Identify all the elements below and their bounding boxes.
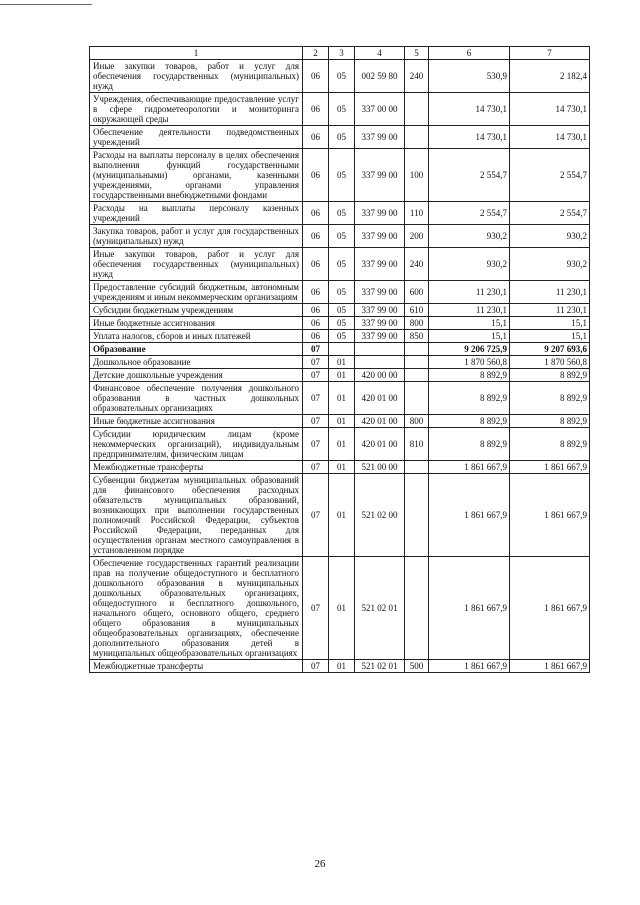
subsection-code-cell: 05 [329, 225, 355, 248]
target-item-cell: 337 99 00 [355, 225, 405, 248]
row-name-cell: Субсидии бюджетным учреждениям [90, 304, 303, 317]
subsection-code-cell: 05 [329, 202, 355, 225]
subsection-code-cell: 05 [329, 281, 355, 304]
target-item-cell: 337 99 00 [355, 248, 405, 281]
top-rule [0, 4, 92, 5]
amount-year2-cell: 1 861 667,9 [510, 461, 590, 474]
section-code-cell: 07 [303, 461, 329, 474]
expense-type-cell [405, 343, 429, 356]
row-name-cell: Обеспечение деятельности подведомственных учреждений [90, 126, 303, 149]
subsection-code-cell: 01 [329, 660, 355, 673]
subsection-code-cell: 01 [329, 557, 355, 660]
header-cell: 1 [90, 47, 303, 60]
row-name-cell: Иные бюджетные ассигнования [90, 317, 303, 330]
amount-year1-cell: 8 892,9 [429, 428, 510, 461]
row-name-cell: Иные закупки товаров, работ и услуг для обеспечения государственных (муниципальных) нужд [90, 60, 303, 93]
row-name-cell: Учреждения, обеспечивающие предоставление услуг в сфере гидрометеорологии и мониторинга окружающей среды [90, 93, 303, 126]
row-name-cell: Предоставление субсидий бюджетным, автономным учреждениям и иным некоммерческим организациям [90, 281, 303, 304]
row-name-cell: Межбюджетные трансферты [90, 461, 303, 474]
expense-type-cell [405, 369, 429, 382]
target-item-cell: 337 99 00 [355, 317, 405, 330]
expense-type-cell: 850 [405, 330, 429, 343]
amount-year2-cell: 930,2 [510, 225, 590, 248]
amount-year1-cell: 930,2 [429, 248, 510, 281]
subsection-code-cell: 05 [329, 60, 355, 93]
amount-year1-cell: 1 861 667,9 [429, 474, 510, 557]
amount-year1-cell: 14 730,1 [429, 93, 510, 126]
table-header-row [90, 47, 590, 60]
amount-year2-cell: 14 730,1 [510, 126, 590, 149]
amount-year2-cell: 15,1 [510, 330, 590, 343]
table-row [90, 660, 590, 673]
expense-type-cell: 800 [405, 415, 429, 428]
section-code-cell: 06 [303, 202, 329, 225]
table-row [90, 317, 590, 330]
amount-year1-cell: 14 730,1 [429, 126, 510, 149]
target-item-cell: 002 59 80 [355, 60, 405, 93]
table-row [90, 225, 590, 248]
section-code-cell: 07 [303, 382, 329, 415]
amount-year1-cell: 15,1 [429, 317, 510, 330]
amount-year2-cell: 8 892,9 [510, 415, 590, 428]
target-item-cell: 420 01 00 [355, 382, 405, 415]
row-name-cell: Субсидии юридическим лицам (кроме некоммерческих организаций), индивидуальным предпринимателям, физическим лицам [90, 428, 303, 461]
row-name-cell: Субвенции бюджетам муниципальных образований для финансового обеспечения расходных обязательств муниципальных образований, возникающих при выполнении государственных полномочий Российской Федерации, субъектов Российской Федерации, переданных для осуществления органам местного самоуправления в установленном порядке [90, 474, 303, 557]
amount-year2-cell: 1 861 667,9 [510, 557, 590, 660]
section-code-cell: 06 [303, 317, 329, 330]
amount-year2-cell: 1 870 560,8 [510, 356, 590, 369]
target-item-cell: 337 99 00 [355, 281, 405, 304]
amount-year1-cell: 1 861 667,9 [429, 660, 510, 673]
expense-type-cell: 240 [405, 60, 429, 93]
subsection-code-cell: 01 [329, 428, 355, 461]
amount-year1-cell: 11 230,1 [429, 304, 510, 317]
amount-year1-cell: 9 206 725,9 [429, 343, 510, 356]
header-cell: 6 [429, 47, 510, 60]
expense-type-cell: 110 [405, 202, 429, 225]
page-number: 26 [314, 858, 326, 870]
section-code-cell: 06 [303, 149, 329, 202]
amount-year1-cell: 1 870 560,8 [429, 356, 510, 369]
subsection-code-cell: 05 [329, 317, 355, 330]
amount-year2-cell: 8 892,9 [510, 369, 590, 382]
section-code-cell: 06 [303, 248, 329, 281]
target-item-cell: 337 99 00 [355, 126, 405, 149]
row-name-cell: Обеспечение государственных гарантий реализации прав на получение общедоступного и бесплатного дошкольного образования в муниципальных дошкольных образовательных организациях, общедоступного и бесплатного дошкольного, начального общего, основного общего, среднего общего образования в муниципальных общеобразовательных организациях, обеспечение дополнительного образования детей в муниципальных общеобразовательных организациях [90, 557, 303, 660]
subsection-code-cell: 01 [329, 382, 355, 415]
section-code-cell: 07 [303, 428, 329, 461]
amount-year2-cell: 15,1 [510, 317, 590, 330]
expense-type-cell: 200 [405, 225, 429, 248]
table-row [90, 60, 590, 93]
table-row [90, 126, 590, 149]
subsection-code-cell: 01 [329, 461, 355, 474]
amount-year1-cell: 1 861 667,9 [429, 557, 510, 660]
section-code-cell: 07 [303, 557, 329, 660]
table-row [90, 415, 590, 428]
subsection-code-cell: 01 [329, 474, 355, 557]
row-name-cell: Расходы на выплаты персоналу казенных учреждений [90, 202, 303, 225]
amount-year1-cell: 2 554,7 [429, 202, 510, 225]
row-name-cell: Образование [90, 343, 303, 356]
amount-year2-cell: 1 861 667,9 [510, 474, 590, 557]
expense-type-cell: 100 [405, 149, 429, 202]
target-item-cell: 337 99 00 [355, 304, 405, 317]
amount-year2-cell: 930,2 [510, 248, 590, 281]
amount-year1-cell: 930,2 [429, 225, 510, 248]
header-cell: 7 [510, 47, 590, 60]
table-row [90, 474, 590, 557]
expense-type-cell [405, 93, 429, 126]
header-cell: 4 [355, 47, 405, 60]
expense-type-cell: 240 [405, 248, 429, 281]
row-name-cell: Детские дошкольные учреждения [90, 369, 303, 382]
row-name-cell: Межбюджетные трансферты [90, 660, 303, 673]
table-row [90, 428, 590, 461]
subsection-code-cell: 01 [329, 415, 355, 428]
section-code-cell: 07 [303, 369, 329, 382]
section-code-cell: 07 [303, 415, 329, 428]
table-row [90, 202, 590, 225]
target-item-cell [355, 356, 405, 369]
target-item-cell: 337 99 00 [355, 202, 405, 225]
subsection-code-cell: 05 [329, 126, 355, 149]
header-cell: 2 [303, 47, 329, 60]
target-item-cell: 420 00 00 [355, 369, 405, 382]
subsection-code-cell: 01 [329, 369, 355, 382]
amount-year1-cell: 530,9 [429, 60, 510, 93]
expense-type-cell: 810 [405, 428, 429, 461]
amount-year1-cell: 11 230,1 [429, 281, 510, 304]
amount-year1-cell: 2 554,7 [429, 149, 510, 202]
target-item-cell: 521 02 01 [355, 557, 405, 660]
target-item-cell [355, 343, 405, 356]
amount-year2-cell: 1 861 667,9 [510, 660, 590, 673]
subsection-code-cell [329, 343, 355, 356]
subsection-code-cell: 05 [329, 93, 355, 126]
amount-year2-cell: 8 892,9 [510, 382, 590, 415]
section-code-cell: 07 [303, 343, 329, 356]
expense-type-cell [405, 474, 429, 557]
row-name-cell: Дошкольное образование [90, 356, 303, 369]
section-code-cell: 07 [303, 660, 329, 673]
table-row [90, 304, 590, 317]
target-item-cell: 337 99 00 [355, 149, 405, 202]
subsection-code-cell: 05 [329, 304, 355, 317]
expense-type-cell [405, 126, 429, 149]
amount-year2-cell: 2 554,7 [510, 202, 590, 225]
row-name-cell: Уплата налогов, сборов и иных платежей [90, 330, 303, 343]
table-row [90, 149, 590, 202]
amount-year2-cell: 2 182,4 [510, 60, 590, 93]
budget-table [89, 46, 590, 673]
table-row [90, 248, 590, 281]
row-name-cell: Иные закупки товаров, работ и услуг для обеспечения государственных (муниципальных) нужд [90, 248, 303, 281]
subsection-code-cell: 01 [329, 356, 355, 369]
amount-year1-cell: 8 892,9 [429, 369, 510, 382]
row-name-cell: Иные бюджетные ассигнования [90, 415, 303, 428]
amount-year2-cell: 11 230,1 [510, 281, 590, 304]
amount-year1-cell: 1 861 667,9 [429, 461, 510, 474]
amount-year2-cell: 14 730,1 [510, 93, 590, 126]
table-row [90, 461, 590, 474]
amount-year1-cell: 8 892,9 [429, 415, 510, 428]
target-item-cell: 337 00 00 [355, 93, 405, 126]
amount-year1-cell: 15,1 [429, 330, 510, 343]
target-item-cell: 521 02 00 [355, 474, 405, 557]
expense-type-cell [405, 382, 429, 415]
section-code-cell: 07 [303, 474, 329, 557]
expense-type-cell [405, 356, 429, 369]
expense-type-cell: 610 [405, 304, 429, 317]
target-item-cell: 420 01 00 [355, 428, 405, 461]
subsection-code-cell: 05 [329, 248, 355, 281]
target-item-cell: 521 02 01 [355, 660, 405, 673]
amount-year2-cell: 9 207 693,6 [510, 343, 590, 356]
section-code-cell: 06 [303, 281, 329, 304]
section-code-cell: 06 [303, 60, 329, 93]
table-row [90, 356, 590, 369]
row-name-cell: Финансовое обеспечение получения дошкольного образования в частных дошкольных образовательных организациях [90, 382, 303, 415]
amount-year2-cell: 2 554,7 [510, 149, 590, 202]
amount-year1-cell: 8 892,9 [429, 382, 510, 415]
section-code-cell: 06 [303, 330, 329, 343]
expense-type-cell: 600 [405, 281, 429, 304]
expense-type-cell [405, 557, 429, 660]
section-code-cell: 06 [303, 93, 329, 126]
table-body [90, 60, 590, 673]
subsection-code-cell: 05 [329, 149, 355, 202]
expense-type-cell: 500 [405, 660, 429, 673]
amount-year2-cell: 8 892,9 [510, 428, 590, 461]
expense-type-cell [405, 461, 429, 474]
subsection-code-cell: 05 [329, 330, 355, 343]
table-row [90, 369, 590, 382]
target-item-cell: 521 00 00 [355, 461, 405, 474]
table-row [90, 557, 590, 660]
table-row [90, 382, 590, 415]
section-code-cell: 06 [303, 126, 329, 149]
table-row [90, 330, 590, 343]
expense-type-cell: 800 [405, 317, 429, 330]
table-row [90, 343, 590, 356]
header-cell: 3 [329, 47, 355, 60]
section-code-cell: 06 [303, 225, 329, 248]
section-code-cell: 07 [303, 356, 329, 369]
target-item-cell: 420 01 00 [355, 415, 405, 428]
target-item-cell: 337 99 00 [355, 330, 405, 343]
row-name-cell: Расходы на выплаты персоналу в целях обеспечения выполнения функций государственными (муниципальными) органами, казенными учреждениями, органами управления государственными внебюджетными фондами [90, 149, 303, 202]
table-row [90, 281, 590, 304]
table-row [90, 93, 590, 126]
header-cell: 5 [405, 47, 429, 60]
amount-year2-cell: 11 230,1 [510, 304, 590, 317]
row-name-cell: Закупка товаров, работ и услуг для государственных (муниципальных) нужд [90, 225, 303, 248]
section-code-cell: 06 [303, 304, 329, 317]
